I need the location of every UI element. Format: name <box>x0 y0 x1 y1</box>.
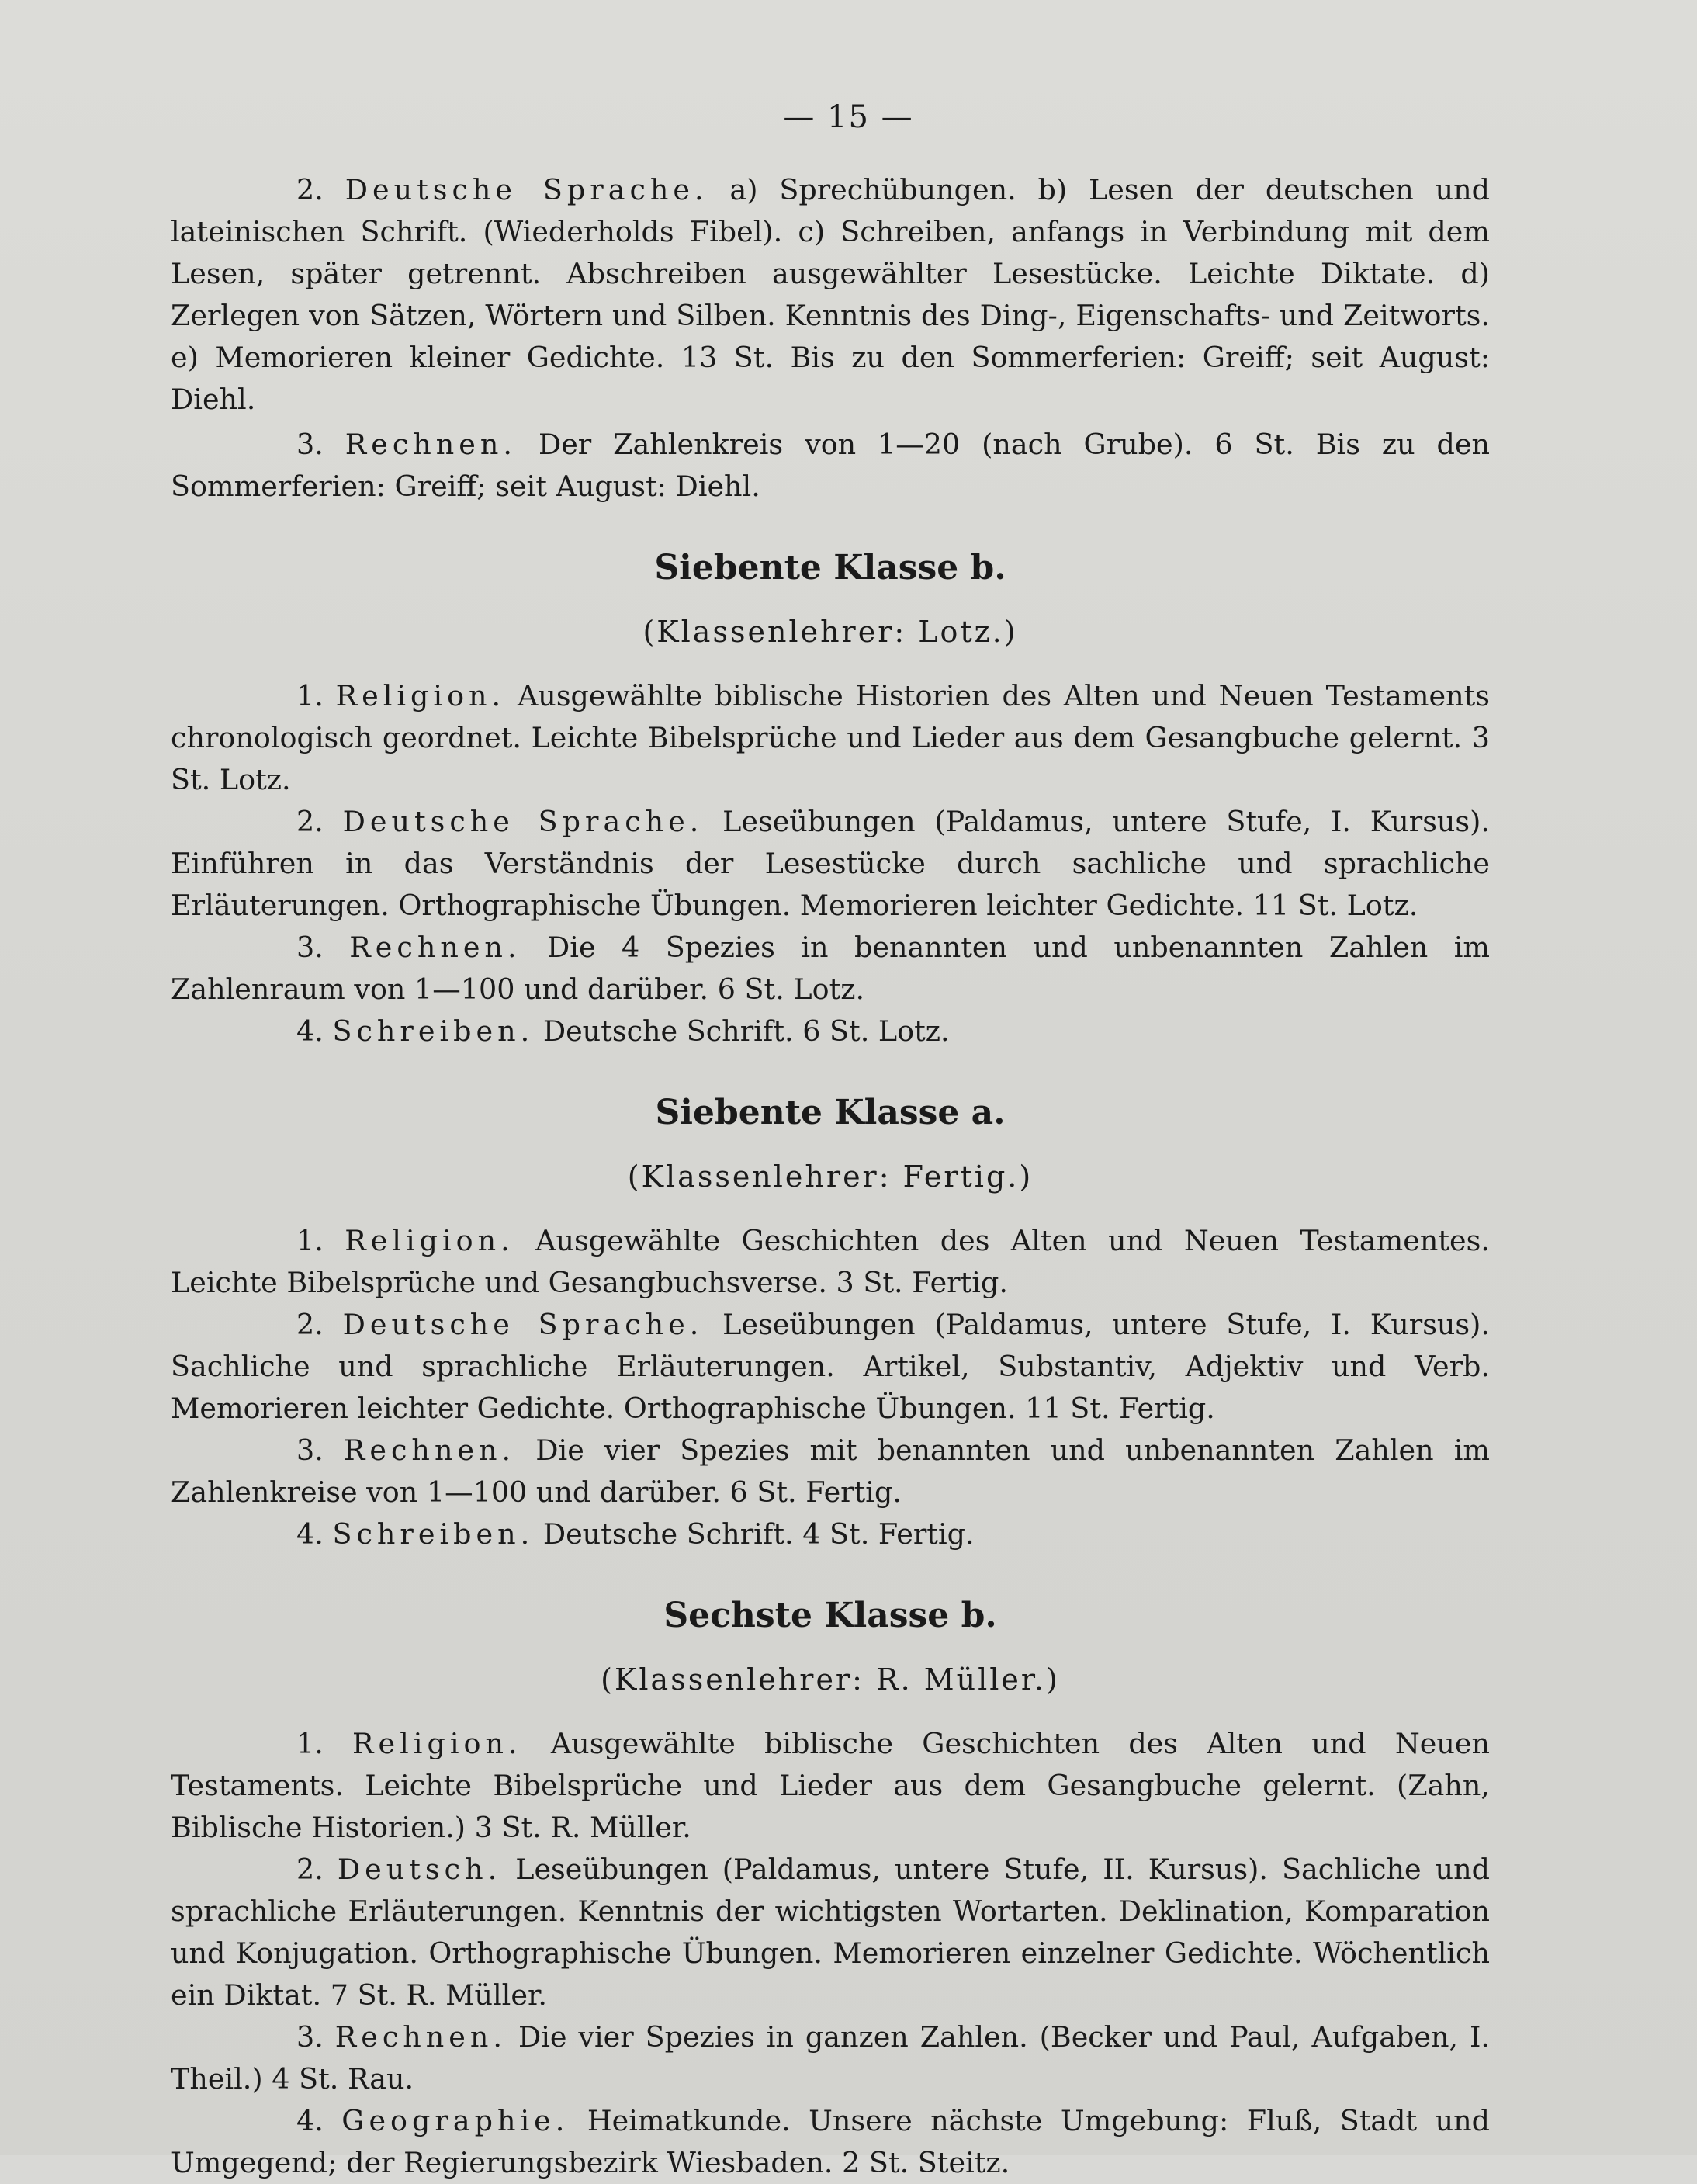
item-label: Rechnen. <box>343 1433 516 1467</box>
item-label: Rechnen. <box>345 428 518 461</box>
section-sechste-klasse-b <box>171 1594 1490 2184</box>
item-number: 3. <box>296 428 324 461</box>
item-label: Religion. <box>352 1727 522 1760</box>
section-siebente-klasse-a <box>171 1091 1490 1555</box>
item-number: 2. <box>296 173 324 206</box>
item-number: 4. <box>296 1517 324 1551</box>
item-text: Leseübungen (Paldamus, untere Stufe, I. Kursus). Sachliche und sprachliche Erläuterungen. Artikel, Substantiv, Adjektiv und Verb. Memorieren leichter Gedichte. Orthographische Übungen. 11 St. Fertig. <box>171 1308 1491 1425</box>
section-siebente-klasse-b <box>171 546 1490 1052</box>
item-label: Rechnen. <box>334 2020 507 2054</box>
subject-item <box>171 1430 1490 1513</box>
section-heading: Siebente Klasse b. <box>654 548 1006 588</box>
item-text: Die 4 Spezies in benannten und unbenannten Zahlen im Zahlenraum von 1—100 und darüber. 6 St. Lotz. <box>171 931 1491 1006</box>
item-label: Schreiben. <box>332 1014 535 1048</box>
item-text: a) Sprechübungen. b) Lesen der deutschen und lateinischen Schrift. (Wiederholds Fibel). c) Schreiben, anfangs in Verbindung mit dem Lesen, später getrennt. Abschreiben ausgewählter Lesestücke. Leichte Diktate. d) Zerlegen von Sätzen, Wörtern und Silben. Kenntnis des Ding-, Eigenschafts- und Zeitworts. e) Memorieren kleiner Gedichte. 13 St. Bis zu den Sommerferien: Greiff; seit August: Diehl. <box>171 173 1491 416</box>
subject-item <box>171 801 1490 927</box>
item-text: Deutsche Schrift. 4 St. Fertig. <box>542 1517 975 1551</box>
item-text: Ausgewählte biblische Geschichten des Alten und Neuen Testaments. Leichte Bibelsprüche und Lieder aus dem Gesangbuche gelernt. (Zahn, Biblische Historien.) 3 St. R. Müller. <box>171 1727 1491 1844</box>
item-label: Deutsche Sprache. <box>342 1308 704 1341</box>
item-label: Religion. <box>335 679 506 712</box>
subject-item <box>171 675 1490 801</box>
item-number: 1. <box>296 1224 324 1257</box>
item-text: Heimatkunde. Unsere nächste Umgebung: Fluß, Stadt und Umgegend; der Regierungsbezirk Wiesbaden. 2 St. Steitz. <box>171 2104 1491 2179</box>
document-body <box>171 169 1490 2184</box>
item-number: 1. <box>296 1727 324 1760</box>
item-text: Ausgewählte biblische Historien des Alten und Neuen Testaments chronologisch geordnet. Leichte Bibelsprüche und Lieder aus dem Gesangbuche gelernt. 3 St. Lotz. <box>171 679 1490 796</box>
item-text: Leseübungen (Paldamus, untere Stufe, II. Kursus). Sachliche und sprachliche Erläuterungen. Kenntnis der wichtigsten Wortarten. Deklination, Komparation und Konjugation. Orthographische Übungen. Memorieren einzelner Gedichte. Wöchentlich ein Diktat. 7 St. R. Müller. <box>171 1853 1490 2012</box>
item-text: Ausgewählte Geschichten des Alten und Neuen Testamentes. Leichte Bibelsprüche und Gesangbuchsverse. 3 St. Fertig. <box>171 1224 1490 1299</box>
item-text: Der Zahlenkreis von 1—20 (nach Grube). 6 St. Bis zu den Sommerferien: Greiff; seit August: Diehl. <box>171 428 1490 503</box>
item-label: Deutsche Sprache. <box>345 173 708 206</box>
section-teacher: (Klassenlehrer: Lotz.) <box>642 615 1018 649</box>
section-heading: Sechste Klasse b. <box>663 1596 997 1635</box>
subject-item <box>171 1723 1490 1849</box>
subject-item <box>171 1513 1490 1555</box>
item-number: 4. <box>296 2104 324 2137</box>
item-label: Geographie. <box>341 2104 570 2137</box>
item-number: 3. <box>296 931 324 964</box>
subject-item <box>171 1220 1490 1304</box>
section-teacher: (Klassenlehrer: R. Müller.) <box>601 1662 1060 1697</box>
section-heading: Siebente Klasse a. <box>655 1093 1006 1132</box>
item-text: Leseübungen (Paldamus, untere Stufe, I. Kursus). Einführen in das Verständnis der Lesestücke durch sachliche und sprachliche Erläuterungen. Orthographische Übungen. Memorieren leichter Gedichte. 11 St. Lotz. <box>171 805 1491 922</box>
item-number: 4. <box>296 1014 324 1048</box>
subject-item <box>171 2100 1490 2184</box>
subject-item <box>171 2016 1490 2100</box>
subject-item <box>171 1011 1490 1052</box>
item-label: Schreiben. <box>332 1517 535 1551</box>
item-text: Die vier Spezies mit benannten und unbenannten Zahlen im Zahlenkreise von 1—100 und darüber. 6 St. Fertig. <box>171 1433 1490 1509</box>
item-label: Deutsch. <box>337 1853 502 1886</box>
intro-item-deutsch <box>171 169 1490 421</box>
intro-item-rechnen <box>171 424 1490 508</box>
item-number: 2. <box>296 805 324 838</box>
item-number: 1. <box>296 679 324 712</box>
subject-item <box>171 1849 1490 2016</box>
item-number: 2. <box>296 1853 324 1886</box>
item-label: Rechnen. <box>349 931 521 964</box>
item-number: 3. <box>296 2020 324 2054</box>
page-number: — 15 — <box>783 99 914 135</box>
item-number: 2. <box>296 1308 324 1341</box>
item-text: Die vier Spezies in ganzen Zahlen. (Becker und Paul, Aufgaben, I. Theil.) 4 St. Rau. <box>171 2020 1490 2096</box>
section-teacher: (Klassenlehrer: Fertig.) <box>627 1160 1034 1194</box>
item-label: Deutsche Sprache. <box>342 805 704 838</box>
subject-item <box>171 927 1490 1011</box>
subject-item <box>171 1304 1490 1430</box>
item-text: Deutsche Schrift. 6 St. Lotz. <box>542 1014 950 1048</box>
item-label: Religion. <box>345 1224 514 1257</box>
item-number: 3. <box>296 1433 324 1467</box>
